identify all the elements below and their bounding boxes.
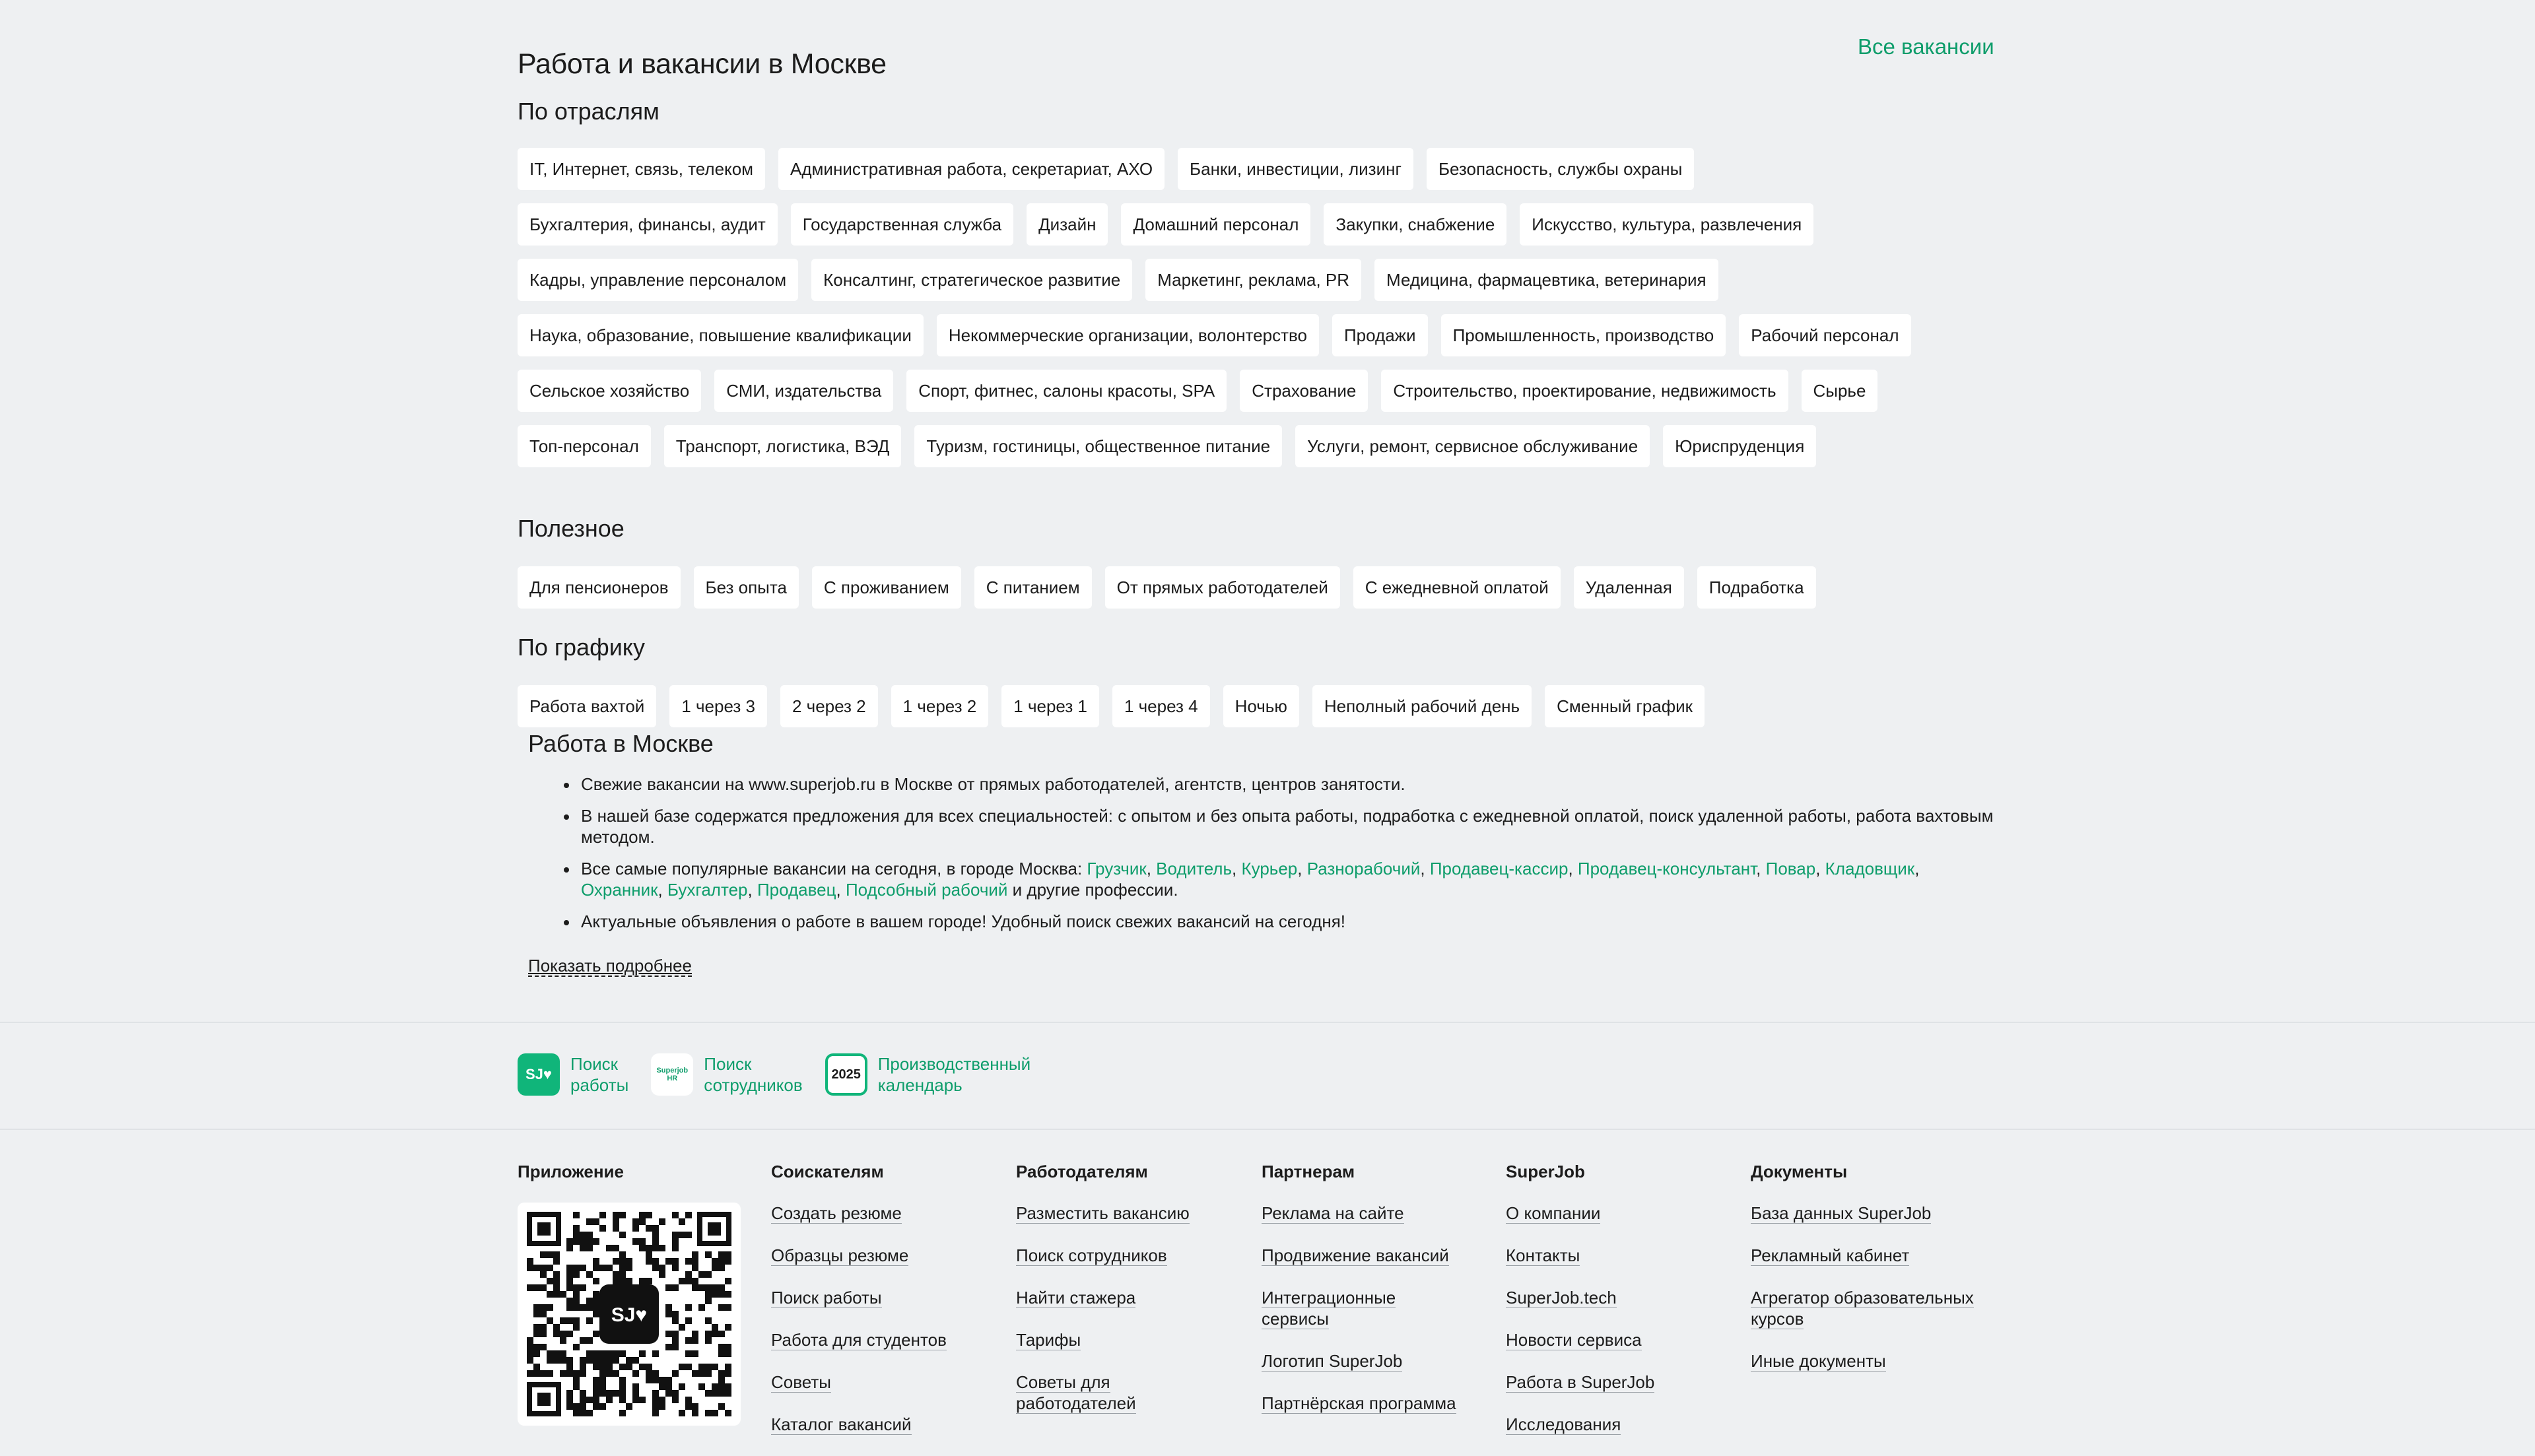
footer-link-label: Логотип SuperJob (1262, 1351, 1403, 1371)
footer-link-label: База данных SuperJob (1751, 1203, 1932, 1223)
apps-row (518, 1053, 1031, 1096)
industries-row (518, 259, 2036, 301)
industry-tag[interactable]: Услуги, ремонт, сервисное обслуживание (1295, 425, 1650, 467)
schedule-tags (518, 685, 2036, 727)
qr-code-image (518, 1203, 741, 1426)
footer-col-title: Приложение (518, 1162, 624, 1181)
footer-link-label: Исследования (1506, 1414, 1621, 1434)
popular-vacancy-link[interactable]: Грузчик (1087, 859, 1147, 878)
footer-col-title: Партнерам (1262, 1162, 1355, 1181)
footer-links (771, 1203, 947, 1435)
popular-vacancy-link[interactable]: Продавец-кассир (1429, 859, 1569, 878)
popular-vacancy-link[interactable]: Продавец (757, 880, 836, 900)
footer-link-label: Работа для студентов (771, 1330, 947, 1350)
footer-link-label: Реклама на сайте (1262, 1203, 1404, 1223)
industry-tag[interactable]: Спорт, фитнес, салоны красоты, SPA (906, 370, 1227, 412)
industry-tag[interactable]: Промышленность, производство (1441, 314, 1726, 356)
app-employee-search[interactable] (651, 1053, 802, 1096)
app-label-line: работы (570, 1075, 629, 1095)
seo-item: Свежие вакансии на www.superjob.ru в Москве от прямых работодателей, агентств, центров занятости. (560, 774, 1999, 795)
industry-tag[interactable]: Консалтинг, стратегическое развитие (811, 259, 1132, 301)
app-label-line: сотрудников (704, 1075, 803, 1095)
industry-tag[interactable]: Некоммерческие организации, волонтерство (937, 314, 1319, 356)
footer-col-partners (1262, 1160, 1460, 1435)
industries-row (518, 425, 2036, 467)
qr-code (518, 1203, 741, 1426)
industry-tag[interactable]: Наука, образование, повышение квалификации (518, 314, 924, 356)
footer-col-title: Соискателям (771, 1162, 884, 1181)
industry-tag[interactable]: Медицина, фармацевтика, ветеринария (1374, 259, 1718, 301)
useful-title: Полезное (518, 515, 625, 542)
useful-tag[interactable]: Подработка (1697, 566, 1816, 609)
schedule-tag[interactable]: 2 через 2 (780, 685, 878, 727)
all-vacancies-link[interactable]: Все вакансии (1858, 34, 1994, 59)
footer-link-label: Работа в SuperJob (1506, 1372, 1655, 1392)
footer-link[interactable] (1262, 1287, 1460, 1329)
industries-row (518, 203, 2036, 246)
footer-links (1751, 1203, 1988, 1372)
schedule-tag[interactable]: Неполный рабочий день (1312, 685, 1532, 727)
popular-vacancy-link[interactable]: Бухгалтер (667, 880, 748, 900)
footer-link[interactable] (1506, 1245, 1704, 1266)
divider (0, 1022, 2535, 1023)
footer-link-label: Продвижение вакансий (1262, 1245, 1449, 1265)
footer-col-title: SuperJob (1506, 1162, 1585, 1181)
footer-link[interactable] (1016, 1245, 1214, 1266)
schedule-tag[interactable]: 1 через 2 (891, 685, 989, 727)
industries-title: По отраслям (518, 98, 659, 125)
industry-tag[interactable]: Банки, инвестиции, лизинг (1178, 148, 1413, 190)
footer-link[interactable] (771, 1245, 947, 1266)
schedule-title: По графику (518, 634, 645, 661)
footer-col-seekers (771, 1160, 947, 1456)
industry-tag[interactable]: Административная работа, секретариат, АХО (778, 148, 1165, 190)
footer-link[interactable] (771, 1414, 947, 1435)
footer-link[interactable] (771, 1287, 947, 1308)
footer-link[interactable] (1262, 1393, 1460, 1414)
footer-link[interactable] (771, 1329, 947, 1350)
footer-link-label: Иные документы (1751, 1351, 1886, 1371)
footer-link-label: Новости сервиса (1506, 1330, 1642, 1350)
footer-link-label: Образцы резюме (771, 1245, 909, 1265)
useful-tag[interactable]: С ежедневной оплатой (1353, 566, 1561, 609)
popular-vacancy-link[interactable]: Охранник (581, 880, 658, 900)
footer-link[interactable] (1751, 1245, 1988, 1266)
seo-item: Актуальные объявления о работе в вашем городе! Удобный поиск свежих вакансий на сегодня! (560, 911, 1999, 932)
qr-logo: SJ♥ (611, 1304, 648, 1326)
footer-link[interactable] (1506, 1203, 1704, 1224)
footer-links (1016, 1203, 1214, 1414)
seo-item: В нашей базе содержатся предложения для всех специальностей: с опытом и без опыта работы, подработка с ежедневной оплатой, поиск удаленной работы, работа вахтовым методом. (560, 805, 1999, 847)
footer-link-label: SuperJob.tech (1506, 1288, 1617, 1307)
industry-tag[interactable]: Продажи (1332, 314, 1428, 356)
industry-tag[interactable]: Транспорт, логистика, ВЭД (664, 425, 902, 467)
useful-tag[interactable]: От прямых работодателей (1105, 566, 1340, 609)
show-more-link[interactable]: Показать подробнее (528, 956, 692, 976)
useful-tag[interactable]: Для пенсионеров (518, 566, 681, 609)
footer-link-label: Агрегатор образовательных курсов (1751, 1288, 1974, 1329)
popular-vacancy-link[interactable]: Водитель (1156, 859, 1233, 878)
footer-link-label: Каталог вакансий (771, 1414, 912, 1434)
footer-link[interactable] (1262, 1350, 1460, 1372)
industry-tag[interactable]: Закупки, снабжение (1324, 203, 1506, 246)
footer-link[interactable] (1506, 1414, 1704, 1435)
footer-link[interactable] (1506, 1372, 1704, 1393)
popular-vacancy-link[interactable]: Продавец-консультант (1577, 859, 1757, 878)
industry-tag[interactable]: СМИ, издательства (714, 370, 893, 412)
industry-tag[interactable]: Безопасность, службы охраны (1427, 148, 1694, 190)
footer-link-label: Поиск сотрудников (1016, 1245, 1167, 1265)
divider (0, 1129, 2535, 1130)
industry-tag[interactable]: Маркетинг, реклама, PR (1145, 259, 1361, 301)
seo-list (560, 774, 1999, 943)
footer-link-label: Контакты (1506, 1245, 1580, 1265)
industry-tag[interactable]: Дизайн (1027, 203, 1108, 246)
footer-link-label: Советы для работодателей (1016, 1372, 1136, 1413)
popular-vacancy-link[interactable]: Кладовщик (1825, 859, 1915, 878)
footer-link-label: Найти стажера (1016, 1288, 1136, 1307)
popular-links: Грузчик, Водитель, Курьер, Разнорабочий, Продавец-кассир, Продавец-консультант, Повар, Кладовщик, Охранник, Бухгалтер, Продавец, Подсобный рабочий (581, 859, 1920, 900)
footer-link[interactable] (1016, 1372, 1214, 1414)
footer-col-title: Документы (1751, 1162, 1848, 1181)
footer-link-label: Создать резюме (771, 1203, 902, 1223)
footer-links (1506, 1203, 1704, 1435)
footer-link[interactable] (771, 1372, 947, 1393)
seo-popular-prefix: Все самые популярные вакансии на сегодня, в городе Москва: (581, 859, 1087, 878)
industries-row (518, 314, 2036, 356)
footer-link-label: Разместить вакансию (1016, 1203, 1190, 1223)
industry-tag[interactable]: Юриспруденция (1663, 425, 1816, 467)
sj-heart-icon: SJ♥ (518, 1053, 560, 1096)
industry-tag[interactable]: Домашний персонал (1121, 203, 1310, 246)
industry-tag[interactable]: Сельское хозяйство (518, 370, 701, 412)
useful-tag[interactable]: Без опыта (694, 566, 799, 609)
schedule-tag[interactable]: 1 через 3 (669, 685, 767, 727)
industries-row (518, 148, 2036, 190)
app-label-line: Производственный (877, 1054, 1031, 1074)
footer-link[interactable] (1506, 1329, 1704, 1350)
industry-tag[interactable]: Кадры, управление персоналом (518, 259, 798, 301)
popular-vacancy-link[interactable]: Курьер (1241, 859, 1298, 878)
footer-link[interactable] (1751, 1350, 1988, 1372)
industry-tag[interactable]: Туризм, гостиницы, общественное питание (914, 425, 1282, 467)
footer-col-app (518, 1160, 624, 1203)
footer-link-label: Партнёрская программа (1262, 1393, 1456, 1413)
footer-link[interactable] (1262, 1203, 1460, 1224)
footer-link[interactable] (1016, 1203, 1214, 1224)
app-production-calendar[interactable] (825, 1053, 1031, 1096)
app-label-line: Поиск (704, 1054, 752, 1074)
footer-link-label: О компании (1506, 1203, 1601, 1223)
industry-tag[interactable]: Строительство, проектирование, недвижимость (1381, 370, 1788, 412)
schedule-tag[interactable]: Ночью (1223, 685, 1299, 727)
industries-row (518, 370, 2036, 412)
seo-item-popular (560, 858, 1999, 900)
industry-tag[interactable]: Топ-персонал (518, 425, 651, 467)
industry-tag[interactable]: Сырье (1802, 370, 1878, 412)
useful-tag[interactable]: С питанием (974, 566, 1092, 609)
popular-vacancy-link[interactable]: Разнорабочий (1306, 859, 1421, 878)
industry-tag[interactable]: Государственная служба (791, 203, 1013, 246)
footer-link[interactable] (1262, 1245, 1460, 1266)
superjob-hr-icon: Superjob HR (651, 1053, 693, 1096)
footer-link[interactable] (1506, 1287, 1704, 1308)
schedule-tag[interactable]: Сменный график (1545, 685, 1705, 727)
footer-link[interactable] (1751, 1203, 1988, 1224)
footer-col-employers (1016, 1160, 1214, 1435)
app-job-search[interactable] (518, 1053, 628, 1096)
seo-popular-suffix: и другие профессии. (1007, 880, 1178, 900)
footer-link-label: Поиск работы (771, 1288, 882, 1307)
schedule-tag[interactable]: Работа вахтой (518, 685, 656, 727)
industry-tag[interactable]: Страхование (1240, 370, 1368, 412)
footer-link-label: Интеграционные сервисы (1262, 1288, 1396, 1329)
industry-tag[interactable]: IT, Интернет, связь, телеком (518, 148, 765, 190)
footer-link-label: Тарифы (1016, 1330, 1081, 1350)
industry-tag[interactable]: Бухгалтерия, финансы, аудит (518, 203, 778, 246)
industry-tag[interactable]: Рабочий персонал (1739, 314, 1910, 356)
seo-title: Работа в Москве (528, 730, 714, 757)
popular-vacancy-link[interactable]: Подсобный рабочий (845, 880, 1008, 900)
useful-tags (518, 566, 2036, 609)
footer-col-superjob (1506, 1160, 1704, 1456)
useful-tag[interactable]: С проживанием (812, 566, 961, 609)
footer-links (1262, 1203, 1460, 1414)
industry-tag[interactable]: Искусство, культура, развлечения (1520, 203, 1813, 246)
schedule-tag[interactable]: 1 через 4 (1112, 685, 1210, 727)
calendar-icon: 2025 (825, 1053, 867, 1096)
app-label-line: Поиск (570, 1054, 619, 1074)
footer-link-label: Рекламный кабинет (1751, 1245, 1910, 1265)
footer-link[interactable] (1016, 1287, 1214, 1308)
footer-link[interactable] (1016, 1329, 1214, 1350)
footer-link[interactable] (771, 1203, 947, 1224)
popular-vacancy-link[interactable]: Повар (1765, 859, 1816, 878)
useful-tag[interactable]: Удаленная (1574, 566, 1684, 609)
footer-col-documents (1751, 1160, 1988, 1393)
page-title: Работа и вакансии в Москве (518, 48, 887, 80)
footer-link[interactable] (1751, 1287, 1988, 1329)
footer-link-label: Советы (771, 1372, 831, 1392)
footer-col-title: Работодателям (1016, 1162, 1148, 1181)
schedule-tag[interactable]: 1 через 1 (1001, 685, 1099, 727)
industries-tags (518, 148, 2036, 467)
app-label-line: календарь (877, 1075, 963, 1095)
